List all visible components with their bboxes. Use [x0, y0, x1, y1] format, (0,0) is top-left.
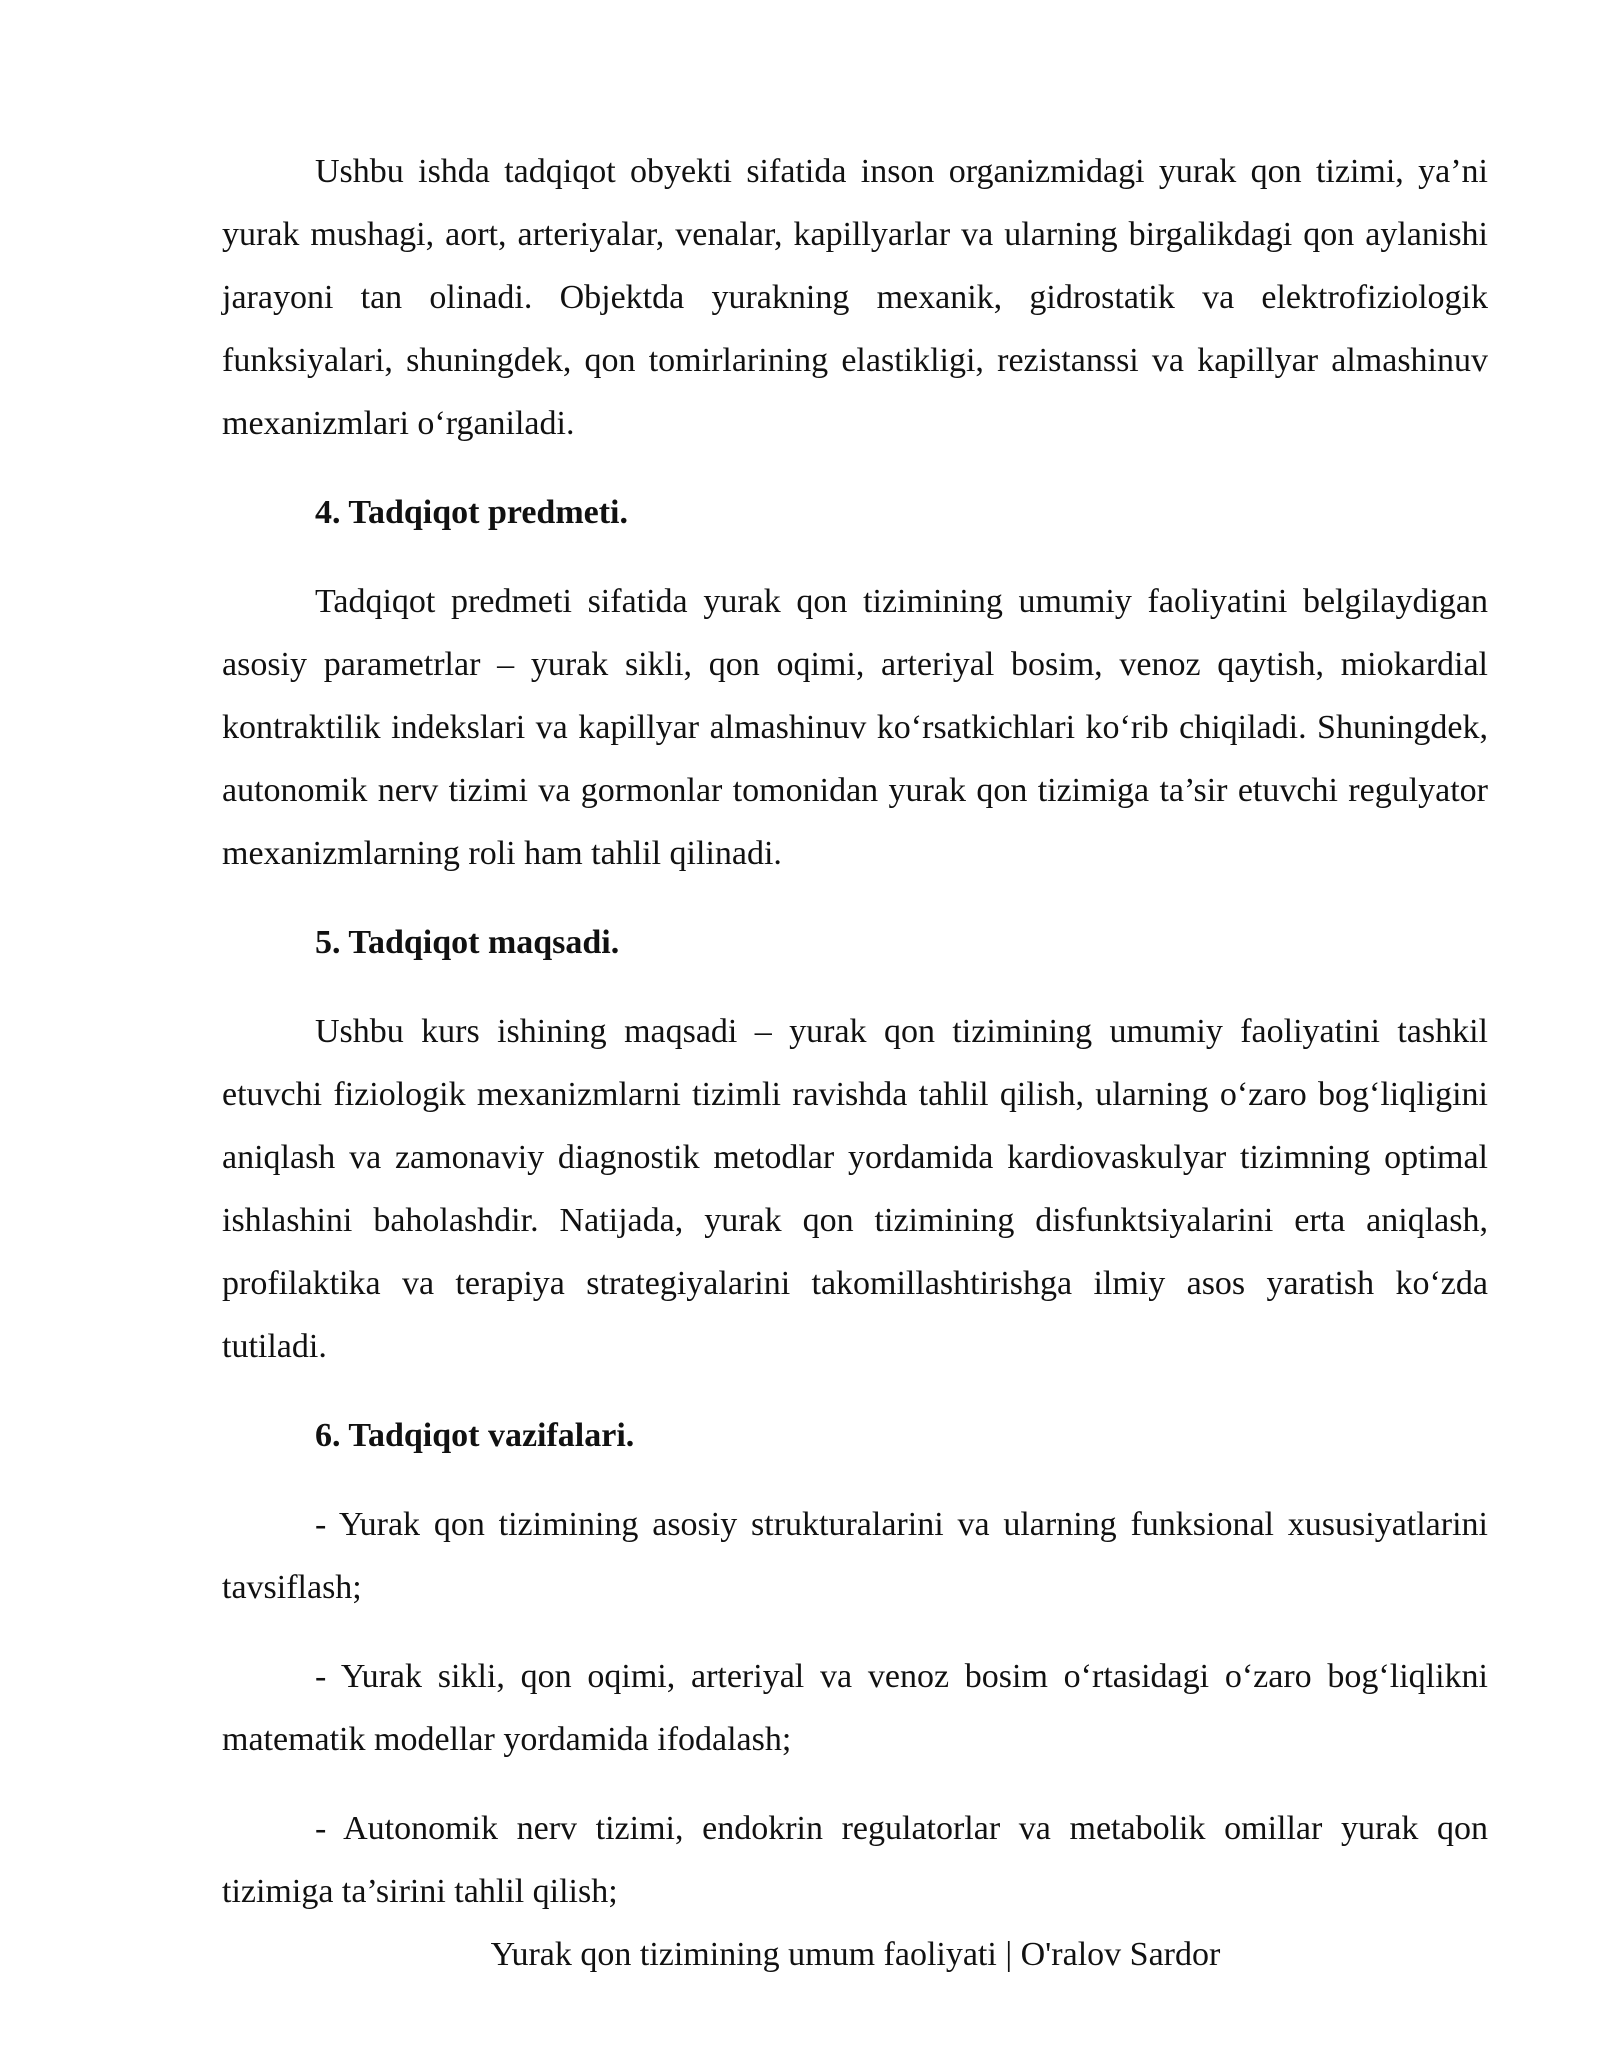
heading-research-goal: 5. Tadqiqot maqsadi.	[315, 924, 620, 961]
heading-research-tasks: 6. Tadqiqot vazifalari.	[315, 1417, 635, 1454]
paragraph-research-subject: Tadqiqot predmeti sifatida yurak qon tizimining umumiy faoliyatini belgilaydigan asosiy parametrlar – yurak sikli, qon oqimi, arteriyal bosim, venoz qaytish, miokardial kontraktilik indekslari va kapillyar almashinuv ko‘rsatkichlari ko‘rib chiqiladi. Shuningdek, autonomik nerv tizimi va gormonlar tomonidan yurak qon tizimiga ta’sir etuvchi regulyator mexanizmlarning roli ham tahlil qilinadi.	[222, 583, 1488, 872]
heading-research-subject: 4. Tadqiqot predmeti.	[315, 494, 629, 531]
page-footer: Yurak qon tizimining umum faoliyati | O'ralov Sardor	[490, 1936, 1221, 1973]
list-item: - Yurak sikli, qon oqimi, arteriyal va venoz bosim o‘rtasidagi o‘zaro bog‘liqlikni matematik modellar yordamida ifodalash;	[222, 1658, 1488, 1758]
list-item: - Autonomik nerv tizimi, endokrin regulatorlar va metabolik omillar yurak qon tizimiga ta’sirini tahlil qilish;	[222, 1810, 1488, 1910]
paragraph-research-object: Ushbu ishda tadqiqot obyekti sifatida inson organizmidagi yurak qon tizimi, ya’ni yurak mushagi, aort, arteriyalar, venalar, kapillyarlar va ularning birgalikdagi qon aylanishi jarayoni tan olinadi. Objektda yurakning mexanik, gidrostatik va elektrofiziologik funksiyalari, shuningdek, qon tomirlarining elastikligi, rezistanssi va kapillyar almashinuv mexanizmlari o‘rganiladi.	[222, 153, 1488, 442]
paragraph-research-goal: Ushbu kurs ishining maqsadi – yurak qon tizimining umumiy faoliyatini tashkil etuvchi fiziologik mexanizmlarni tizimli ravishda tahlil qilish, ularning o‘zaro bog‘liqligini aniqlash va zamonaviy diagnostik metodlar yordamida kardiovaskulyar tizimning optimal ishlashini baholashdir. Natijada, yurak qon tizimining disfunktsiyalarini erta aniqlash, profilaktika va terapiya strategiyalarini takomillashtirishga ilmiy asos yaratish ko‘zda tutiladi.	[222, 1013, 1488, 1365]
list-item: - Yurak qon tizimining asosiy strukturalarini va ularning funksional xususiyatlarini tavsiflash;	[222, 1506, 1488, 1606]
document-page	[222, 140, 1488, 1923]
